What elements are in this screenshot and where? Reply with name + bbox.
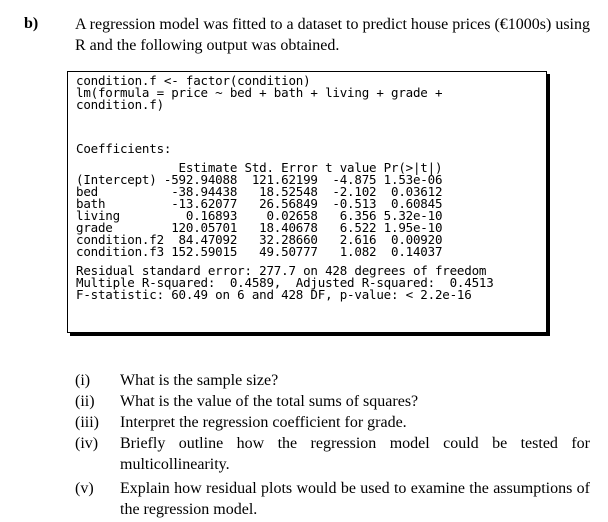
- code-line: lm(formula = price ~ bed + bath + living + grade +: [76, 85, 443, 100]
- sub-question-number: (i): [75, 372, 91, 389]
- sub-question-number: (iv): [75, 435, 99, 452]
- coefficients-table: [76, 162, 546, 258]
- sub-question: [75, 433, 590, 475]
- sub-question-text: Explain how residual plots would be used to examine the assumptions of the regression model.: [120, 480, 590, 518]
- coef-row: condition.f2 84.47092 32.28660 2.616 0.00920: [76, 232, 443, 247]
- sub-question: [75, 478, 590, 520]
- coef-row: condition.f3 152.59015 49.50777 1.082 0.14037: [76, 244, 443, 259]
- summary-line: Residual standard error: 277.7 on 428 degrees of freedom: [76, 263, 487, 278]
- coef-row: living 0.16893 0.02658 6.356 5.32e-10: [76, 208, 443, 223]
- coef-row: bath -13.62077 26.56849 -0.513 0.60845: [76, 196, 443, 211]
- code-line: condition.f): [76, 97, 164, 112]
- sub-question: [75, 391, 590, 412]
- sub-question-number: (iii): [75, 414, 99, 431]
- sub-question: [75, 370, 590, 391]
- code-line: condition.f <- factor(condition): [76, 73, 311, 88]
- coef-row: (Intercept) -592.94088 121.62199 -4.875 1.53e-06: [76, 172, 443, 187]
- coef-table-header: Estimate Std. Error t value Pr(>|t|): [76, 160, 443, 175]
- sub-question: [75, 412, 590, 433]
- coef-row: bed -38.94438 18.52548 -2.102 0.03612: [76, 184, 443, 199]
- r-output-box: [67, 71, 547, 333]
- question-intro: A regression model was fitted to a dataset to predict house prices (€1000s) using R and the following output was obtained.: [75, 16, 590, 54]
- coefficients-heading: Coefficients:: [76, 141, 172, 156]
- sub-question-text: What is the value of the total sums of squares?: [120, 393, 419, 410]
- sub-question-text: Briefly outline how the regression model could be tested for multicollinearity.: [120, 435, 590, 473]
- sub-question-list: [75, 370, 590, 520]
- part-label: b): [24, 15, 39, 32]
- sub-question-number: (ii): [75, 393, 95, 410]
- sub-question-text: Interpret the regression coefficient for grade.: [120, 414, 407, 431]
- summary-line: F-statistic: 60.49 on 6 and 428 DF, p-value: < 2.2e-16: [76, 287, 472, 302]
- model-summary: [76, 265, 546, 301]
- summary-line: Multiple R-squared: 0.4589, Adjusted R-squared: 0.4513: [76, 275, 494, 290]
- sub-question-number: (v): [75, 480, 94, 497]
- coef-row: grade 120.05701 18.40678 6.522 1.95e-10: [76, 220, 443, 235]
- sub-question-text: What is the sample size?: [120, 372, 279, 389]
- r-code-block: [76, 75, 546, 111]
